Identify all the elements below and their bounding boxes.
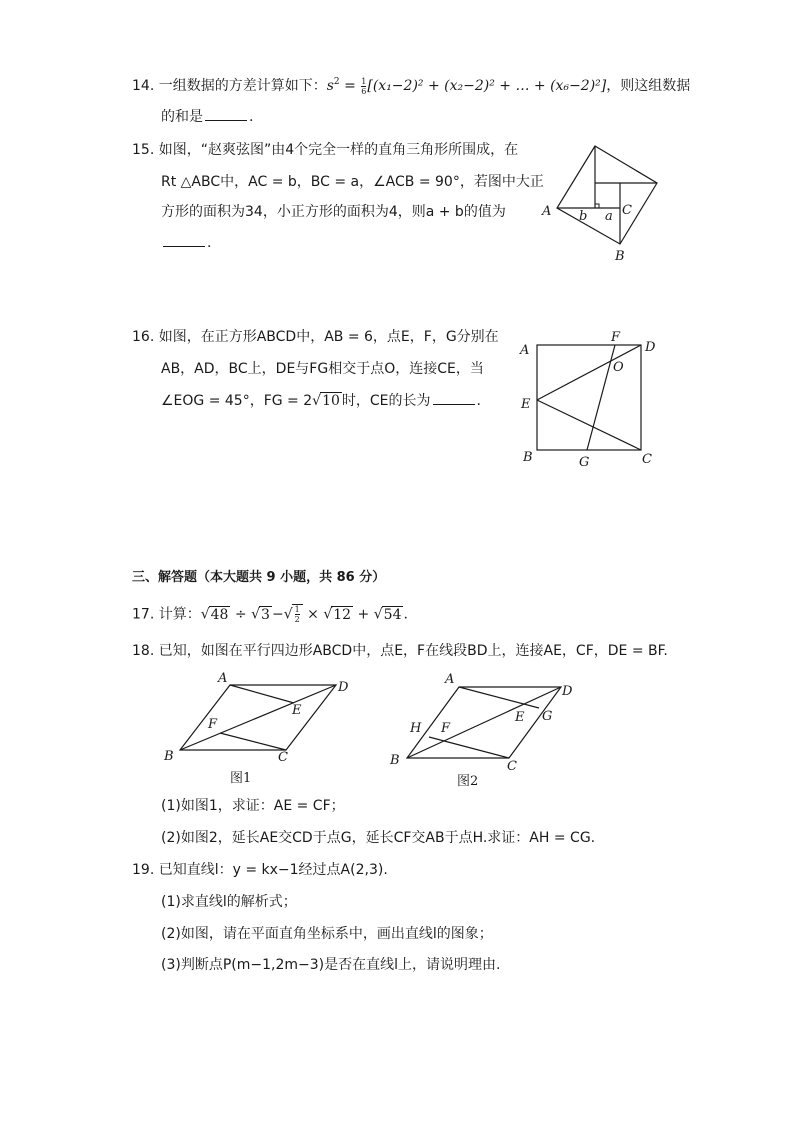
q15-line3: 方形的面积为34，小正方形的面积为4，则a + b的值为	[161, 204, 506, 220]
q15-line1-text: 如图，“赵爽弦图”由4个完全一样的直角三角形所围成，在	[158, 142, 519, 158]
answer-blank	[433, 390, 475, 405]
diagonal-BD	[180, 685, 336, 750]
diagonal-BD	[407, 687, 561, 758]
label-B: B	[523, 450, 533, 465]
square-abcd-diagram	[515, 330, 670, 470]
label-B: B	[390, 753, 400, 768]
q16-line3-a: ∠EOG = 45°，FG = 2	[161, 393, 313, 409]
section-title: 三、解答题（本大题共 9 小题，共 86 分）	[132, 570, 386, 585]
q19-part2: (2)如图，请在平面直角坐标系中，画出直线l的图象；	[161, 926, 493, 942]
label-E: E	[292, 703, 302, 718]
label-D: D	[645, 340, 656, 355]
label-G: G	[542, 709, 553, 724]
q14-suffix: ，则这组数据	[606, 78, 691, 94]
q15-line1	[132, 140, 518, 160]
segment-AG	[459, 687, 539, 708]
segment-CF	[220, 733, 286, 750]
answer-blank	[163, 232, 205, 247]
q16-line1	[132, 327, 499, 347]
label-E: E	[521, 397, 531, 412]
label-B: B	[164, 749, 174, 764]
label-A: A	[218, 671, 228, 686]
q14-line1: 14. 一组数据的方差计算如下：$s^2$ = $\frac{1}{6}$ [(x₁−2)² + (x₂−2)² + … + (x₆−2)²]，则这组数据	[132, 76, 691, 96]
answer-blank	[205, 106, 247, 121]
q16-number: 16.	[132, 329, 155, 345]
q19-line1	[132, 860, 388, 880]
q17-prefix: 计算：	[158, 606, 201, 623]
label-B: B	[615, 249, 625, 264]
label-b: b	[579, 209, 588, 224]
q18-line1-text: 已知，如图在平行四边形ABCD中，点E，F在线段BD上，连接AE，CF，DE = BF.	[158, 643, 668, 659]
radical-12: 12	[333, 606, 352, 623]
q16-radicand: 10	[322, 393, 340, 409]
label-C: C	[278, 750, 288, 765]
q19-line1-text: 已知直线l：y = kx−1经过点A(2,3).	[158, 862, 388, 878]
q16-line2: AB，AD，BC上，DE与FG相交于点O，连接CE，当	[161, 361, 484, 377]
zhao-shuang-diagram	[535, 140, 665, 266]
q17-line: 17. 计算：√48 ÷ √3 −√ $\frac{1}{2}$ × √12 + √54 .	[132, 605, 408, 624]
q16-line3: ∠EOG = 45°，FG = 2√10 时，CE的长为 .	[161, 390, 481, 411]
q15-line2: Rt △ABC中，AC = b，BC = a，∠ACB = 90°，若图中大正	[161, 174, 544, 190]
label-A: A	[520, 343, 530, 358]
q16-line3-b: 时，CE的长为	[341, 393, 431, 409]
figure-2	[385, 670, 585, 792]
label-F: F	[441, 721, 451, 736]
q19-part3: (3)判断点P(m−1,2m−3)是否在直线l上，请说明理由.	[161, 957, 501, 973]
fig2-caption: 图2	[457, 774, 479, 789]
label-E: E	[515, 710, 525, 725]
label-A: A	[542, 204, 552, 219]
square	[537, 345, 641, 450]
q14-line2-text: 的和是	[161, 109, 203, 125]
label-D: D	[338, 680, 349, 695]
label-O: O	[613, 360, 624, 375]
label-C: C	[622, 203, 632, 218]
segment-FG	[587, 345, 615, 450]
radical-48: 48	[210, 606, 229, 623]
variance-symbol: s	[326, 78, 334, 94]
radical-half: $\frac{1}{2}$	[292, 604, 303, 624]
one-sixth-fraction: $\frac{1}{6}$	[361, 76, 367, 96]
label-C: C	[642, 452, 652, 467]
segment-CH	[429, 737, 509, 758]
segment-AE	[230, 685, 294, 703]
label-D: D	[562, 684, 573, 699]
label-F: F	[208, 717, 218, 732]
q19-number: 19.	[132, 862, 155, 878]
q14-number: 14.	[132, 78, 155, 94]
q16-line1-text: 如图，在正方形ABCD中，AB = 6，点E，F，G分别在	[158, 329, 499, 345]
label-F: F	[611, 330, 621, 345]
label-G: G	[579, 455, 590, 470]
q14-prefix: 一组数据的方差计算如下：	[158, 78, 327, 94]
q14-line2: 的和是 .	[161, 106, 253, 127]
q14-formula: [(x₁−2)² + (x₂−2)² + … + (x₆−2)²]	[367, 78, 607, 94]
q18-part2: (2)如图2，延长AE交CD于点G，延长CF交AB于点H.求证：AH = CG.	[161, 830, 596, 846]
q17-number: 17.	[132, 606, 155, 623]
q18-line1	[132, 641, 668, 661]
q18-part1: (1)如图1，求证：AE = CF；	[161, 798, 345, 814]
radical-54: 54	[383, 606, 402, 623]
figure-1	[160, 668, 365, 790]
label-H: H	[410, 721, 422, 736]
q15-number: 15.	[132, 142, 155, 158]
q15-line4: .	[161, 232, 211, 253]
fig1-caption: 图1	[230, 771, 252, 786]
q19-part1: (1)求直线l的解析式；	[161, 894, 297, 910]
label-a: a	[605, 209, 613, 224]
outer-square	[557, 146, 657, 244]
label-C: C	[507, 759, 517, 774]
q18-number: 18.	[132, 643, 155, 659]
label-A: A	[445, 672, 455, 687]
segment-DE	[537, 345, 641, 400]
radical-3: 3	[261, 606, 270, 623]
